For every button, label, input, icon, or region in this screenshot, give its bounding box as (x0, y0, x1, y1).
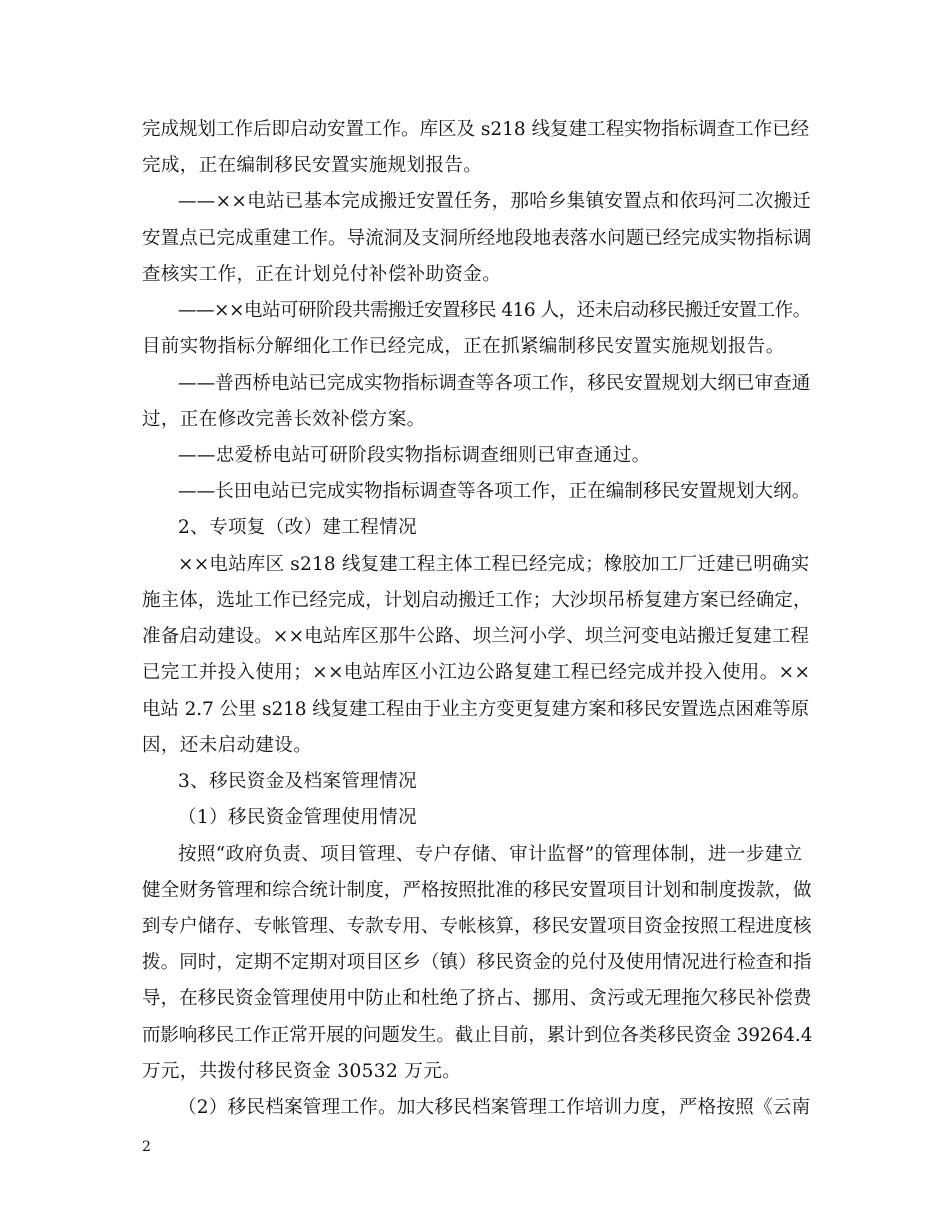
text-line: 目前实物指标分解细化工作已经完成，正在抓紧编制移民安置实施规划报告。 (142, 336, 785, 357)
text-line: 查核实工作，正在计划兑付补偿补助资金。 (142, 264, 502, 285)
text-line: 完成规划工作后即启动安置工作。库区及 s218 线复建工程实物指标调查工作已经 (142, 119, 810, 140)
text-line: 导，在移民资金管理使用中防止和杜绝了挤占、挪用、贪污或无理拖欠移民补偿费 (142, 988, 812, 1009)
text-line: 因，还未启动建设。 (142, 735, 313, 756)
text-line: 按照“政府负责、项目管理、专户存储、审计监督”的管理体制，进一步建立 (178, 844, 803, 865)
page-number: 2 (142, 1139, 151, 1155)
text-line: 准备启动建设。××电站库区那牛公路、坝兰河小学、坝兰河变电站搬迁复建工程 (142, 626, 810, 647)
text-line: 拨。同时，定期不定期对项目区乡（镇）移民资金的兑付及使用情况进行检查和指 (142, 952, 812, 973)
text-line: 而影响移民工作正常开展的问题发生。截止目前，累计到位各类移民资金 39264.4 (142, 1025, 813, 1046)
text-line: 施主体，选址工作已经完成，计划启动搬迁工作；大沙坝吊桥复建方案已经确定， (142, 590, 812, 611)
text-line: （2）移民档案管理工作。加大移民档案管理工作培训力度，严格按照《云南 (178, 1097, 811, 1118)
text-line: ——忠爱桥电站可研阶段实物指标调查细则已审查通过。 (178, 445, 651, 466)
text-line: ——普西桥电站已完成实物指标调查等各项工作，移民安置规划大纲已审查通 (178, 373, 811, 394)
text-line: ××电站库区 s218 线复建工程主体工程已经完成；橡胶加工厂迁建已明确实 (178, 554, 810, 575)
section-heading: 2、专项复（改）建工程情况 (178, 517, 417, 538)
section-heading: 3、移民资金及档案管理情况 (178, 771, 417, 792)
text-line: 完成，正在编制移民安置实施规划报告。 (142, 155, 483, 176)
text-line: 已完工并投入使用；××电站库区小江边公路复建工程已经完成并投入使用。×× (142, 662, 811, 683)
subsection-heading: （1）移民资金管理使用情况 (178, 807, 417, 828)
text-line: ——××电站已基本完成搬迁安置任务，那哈乡集镇安置点和依玛河二次搬迁 (178, 191, 812, 212)
text-line: 过，正在修改完善长效补偿方案。 (142, 409, 426, 430)
text-line: 万元，共拨付移民资金 30532 万元。 (142, 1061, 462, 1082)
text-line: 电站 2.7 公里 s218 线复建工程由于业主方变更复建方案和移民安置选点困难等原 (142, 699, 810, 720)
text-line: 到专户储存、专帐管理、专款专用、专帐核算，移民安置项目资金按照工程进度核 (142, 916, 812, 937)
text-line: ——××电站可研阶段共需搬迁安置移民 416 人，还未启动移民搬迁安置工作。 (178, 300, 811, 321)
text-line: 安置点已完成重建工作。导流洞及支洞所经地段地表落水问题已经完成实物指标调 (142, 228, 812, 249)
text-line: ——长田电站已完成实物指标调查等各项工作，正在编制移民安置规划大纲。 (178, 481, 811, 502)
text-line: 健全财务管理和综合统计制度，严格按照批准的移民安置项目计划和制度拨款，做 (142, 880, 812, 901)
